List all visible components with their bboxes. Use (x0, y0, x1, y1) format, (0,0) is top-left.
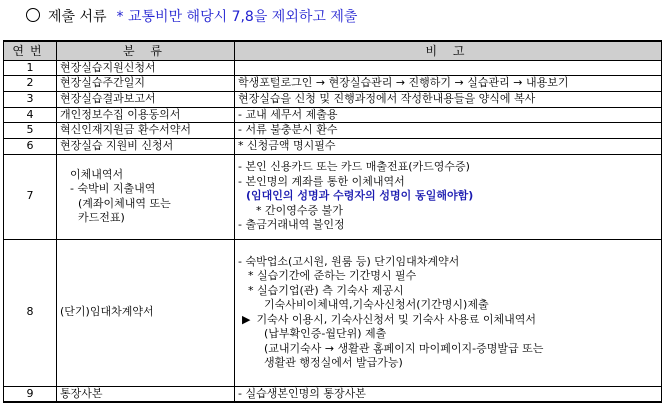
row-number: 6 (4, 139, 57, 155)
row-category: (단기)임대차계약서 (57, 239, 235, 386)
remark-line: - 본인 신용카드 또는 카드 매출전표(카드영수증) (238, 160, 470, 174)
table-header-row (4, 41, 662, 60)
row-remarks (235, 60, 662, 76)
row-category: 현장실습결과보고서 (57, 92, 235, 108)
row-number: 7 (4, 154, 57, 239)
remark-line: * 실습기간에 준하는 기간명시 필수 (248, 269, 417, 282)
row-remarks: 현장실습을 신청 및 진행과정에서 작성한내용들을 양식에 복사 (235, 92, 662, 108)
row-category: 개인정보수집 이용동의서 (57, 107, 235, 123)
table-row (4, 92, 662, 108)
remark-line: - 숙박업소(고시원, 원룸 등) 단기임대차계약서 (238, 254, 460, 268)
row-remarks: 학생포털로그인 → 현장실습관리 → 진행하기 → 실습관리 → 내용보기 (235, 76, 662, 92)
row-remarks (235, 154, 662, 239)
table-row (4, 154, 662, 239)
remark-line: - 본인명의 계좌를 통한 이체내역서 (238, 174, 405, 188)
title-heading: 제출 서류 (48, 9, 107, 25)
table-row (4, 239, 662, 386)
header-remarks: 비 고 (235, 41, 662, 60)
remark-line (238, 313, 658, 328)
table-row (4, 60, 662, 76)
documents-table (3, 40, 662, 403)
row-number: 5 (4, 123, 57, 139)
row-remarks: * 신청금액 명시필수 (235, 139, 662, 155)
table-row (4, 76, 662, 92)
row-remarks: - 교내 세무서 제출용 (235, 107, 662, 123)
remark-text: 기숙사 이용시, 기숙사신청서 및 기숙사 사용료 이체내역서 (256, 312, 536, 326)
row-category: 현장실습주간일지 (57, 76, 235, 92)
remark-line: 기숙사비이체내역,기숙사신청서(기간명시)제출 (264, 298, 489, 311)
row-number: 2 (4, 76, 57, 92)
row-category: 현장실습지원신청서 (57, 60, 235, 76)
remark-line: (납부확인증-월단위) 제출 (264, 327, 387, 340)
remark-line: (교내기숙사 → 생활관 홈페이지 마이페이지-증명발급 또는 (264, 341, 544, 355)
header-category: 분 류 (57, 41, 235, 60)
row-category (57, 154, 235, 239)
table-row (4, 107, 662, 123)
category-line: - 숙박비 지출내역 (70, 182, 156, 195)
table-row (4, 386, 662, 402)
category-line: (계좌이체내역 또는 (78, 196, 171, 210)
section-title (26, 6, 357, 26)
title-note: * 교통비만 해당시 7,8을 제외하고 제출 (116, 9, 358, 25)
row-category: 통장사본 (57, 386, 235, 402)
header-number: 연번 (4, 41, 57, 60)
table-row (4, 123, 662, 139)
circle-bullet-icon (26, 8, 40, 22)
remark-emphasis: (임대인의 성명과 수령자의 성명이 동일해야함) (246, 189, 474, 203)
remark-line: 생활관 행정실에서 발급가능) (264, 356, 403, 369)
row-remarks (235, 239, 662, 386)
row-number: 8 (4, 239, 57, 386)
row-remarks: - 실습생본인명의 통장사본 (235, 386, 662, 402)
row-number: 9 (4, 386, 57, 402)
row-remarks: - 서류 불충분시 환수 (235, 123, 662, 139)
row-category: 현장실습 지원비 신청서 (57, 139, 235, 155)
category-line: 이체내역서 (70, 167, 124, 181)
table-row (4, 139, 662, 155)
row-category: 혁신인재지원금 환수서약서 (57, 123, 235, 139)
remark-line: - 출금거래내역 불인정 (238, 218, 345, 232)
remark-line: * 간이영수증 불가 (256, 203, 343, 217)
remark-line: * 실습기업(관) 측 기숙사 제공시 (248, 283, 404, 297)
row-number: 1 (4, 60, 57, 76)
triangle-right-icon: ▶ (242, 312, 251, 326)
row-number: 3 (4, 92, 57, 108)
category-line: 카드전표) (78, 211, 125, 224)
row-number: 4 (4, 107, 57, 123)
